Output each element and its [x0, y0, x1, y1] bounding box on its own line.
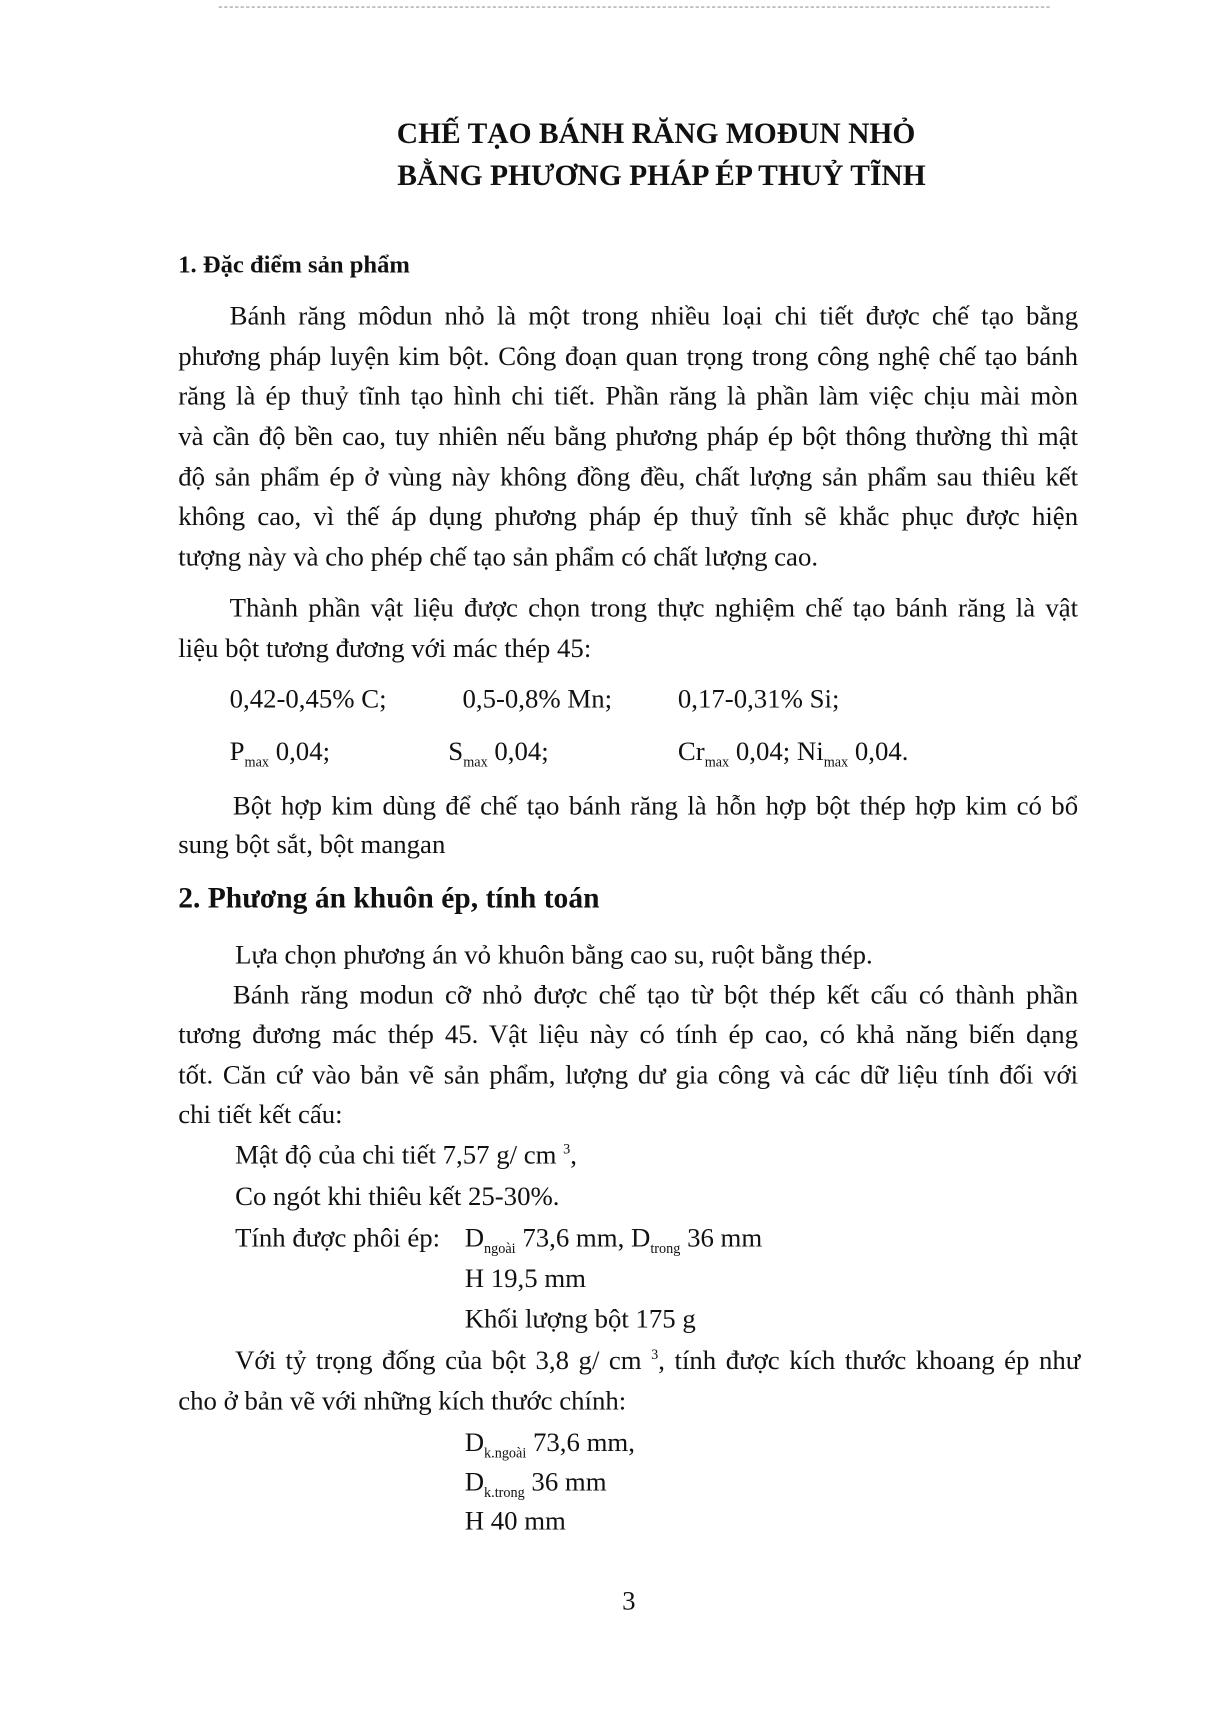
- cavity-inner-diameter: $D_{k.trong}$ 36 mm: [464, 1467, 607, 1501]
- text-line: tương đương mác thép 45. Vật liệu này có tính ép cao, có khả năng biến dạng: [178, 1020, 1079, 1050]
- text-line: Với tỷ trọng đống của bột 3,8 g/ cm $^3$, tính được kích thước khoang ép như: [235, 1345, 1081, 1376]
- page-number: 3: [622, 1586, 636, 1617]
- text-line: không cao, vì thế áp dụng phương pháp ép thuỷ tĩnh sẽ khắc phục được hiện: [178, 501, 1079, 532]
- density-line: Mật độ của chi tiết 7,57 g/ cm $^3$,: [235, 1140, 577, 1170]
- text-line: Bột hợp kim dùng để chế tạo bánh răng là hỗn hợp bột thép hợp kim có bổ: [232, 791, 1079, 822]
- section-1-heading: 1. Đặc điểm sản phẩm: [178, 250, 410, 278]
- shrinkage-line: Co ngót khi thiêu kết 25-30%.: [235, 1181, 560, 1212]
- composition-cr-ni: $Cr_{max}$ 0,04; $Ni_{max}$ 0,04.: [677, 736, 909, 770]
- text-line: tượng này và cho phép chế tạo sản phẩm có chất lượng cao.: [178, 542, 819, 572]
- composition-p: $P_{max}$ 0,04;: [229, 736, 331, 770]
- text-line: độ sản phẩm ép ở vùng này không đồng đều, chất lượng sản phẩm sau thiêu kết: [178, 462, 1079, 493]
- text-line: Thành phần vật liệu được chọn trong thực nghiệm chế tạo bánh răng là vật: [229, 593, 1079, 624]
- text-line: sung bột sắt, bột mangan: [178, 829, 446, 860]
- title-line-2: BẰNG PHƯƠNG PHÁP ÉP THUỶ TĨNH: [397, 158, 926, 192]
- composition-c: 0,42-0,45% C;: [229, 684, 387, 714]
- section-2-heading: 2. Phương án khuôn ép, tính toán: [178, 881, 600, 915]
- text-line: tốt. Căn cứ vào bản vẽ sản phẩm, lượng dư gia công và các dữ liệu tính đối với: [178, 1060, 1079, 1091]
- text-line: Lựa chọn phương án vỏ khuôn bằng cao su, ruột bằng thép.: [235, 940, 873, 970]
- text-line: Bánh răng môdun nhỏ là một trong nhiều loại chi tiết được chế tạo bằng: [229, 301, 1079, 332]
- composition-mn: 0,5-0,8% Mn;: [462, 684, 613, 714]
- text-line: Bánh răng modun cỡ nhỏ được chế tạo từ bột thép kết cấu có thành phần: [232, 980, 1079, 1011]
- cavity-height: H 40 mm: [464, 1506, 566, 1537]
- text-line: chi tiết kết cấu:: [178, 1099, 343, 1130]
- text-line: và cần độ bền cao, tuy nhiên nếu bằng phương pháp ép bột thông thường thì mật: [178, 422, 1079, 452]
- blank-mass: Khối lượng bột 175 g: [464, 1304, 696, 1334]
- blank-label: Tính được phôi ép:: [235, 1223, 441, 1254]
- scan-artifact-line: [219, 7, 1050, 8]
- text-line: liệu bột tương đương với mác thép 45:: [178, 634, 592, 664]
- cavity-outer-diameter: $D_{k.ngoài}$ 73,6 mm,: [464, 1427, 635, 1461]
- text-line: cho ở bản vẽ với những kích thước chính:: [178, 1386, 627, 1416]
- blank-diameters: $D_{ngoài}$ 73,6 mm, $D_{trong}$ 36 mm: [464, 1223, 763, 1257]
- composition-si: 0,17-0,31% Si;: [677, 684, 840, 714]
- blank-height: H 19,5 mm: [464, 1263, 586, 1294]
- title-line-1: CHẾ TẠO BÁNH RĂNG MOĐUN NHỎ: [396, 116, 916, 150]
- text-line: răng là ép thuỷ tĩnh tạo hình chi tiết. Phần răng là phần làm việc chịu mài mòn: [178, 381, 1079, 412]
- composition-s: $S_{max}$ 0,04;: [448, 736, 549, 770]
- text-line: phương pháp luyện kim bột. Công đoạn quan trọng trong công nghệ chế tạo bánh: [178, 342, 1079, 372]
